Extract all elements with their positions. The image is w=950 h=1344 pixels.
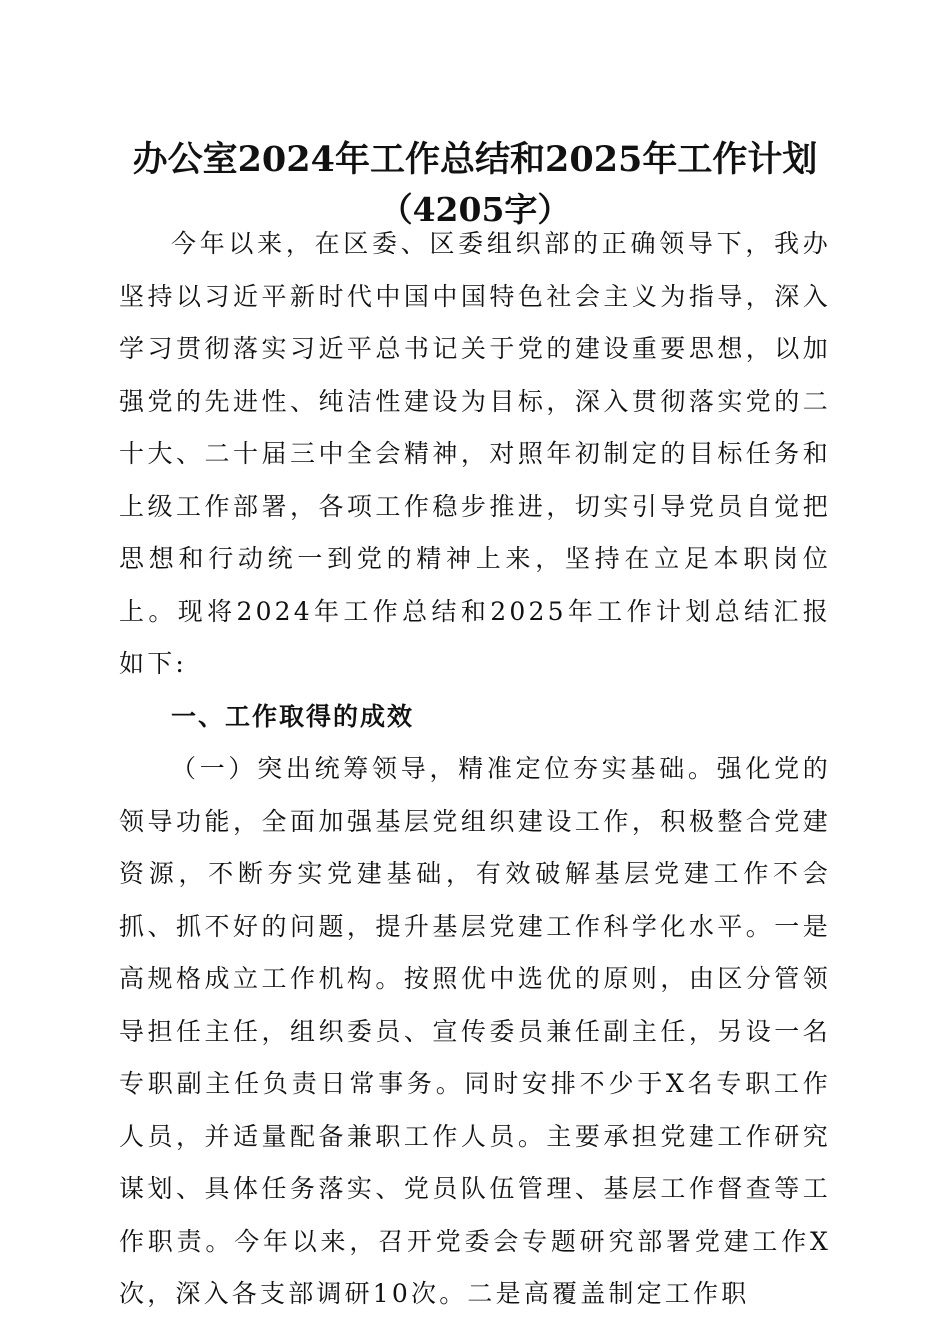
intro-paragraph: 今年以来，在区委、区委组织部的正确领导下，我办坚持以习近平新时代中国中国特色社会主义为指导，深入学习贯彻落实习近平总书记关于党的建设重要思想，以加强党的先进性、纯洁性建设为目标，深入贯彻落实党的二十大、二十届三中全会精神，对照年初制定的目标任务和上级工作部署，各项工作稳步推进，切实引导党员自觉把思想和行动统一到党的精神上来，坚持在立足本职岗位上。现将2024年工作总结和2025年工作计划总结汇报如下: bbox=[119, 229, 831, 678]
document-body bbox=[119, 218, 831, 1321]
document-title: 办公室2024年工作总结和2025年工作计划 bbox=[132, 139, 818, 180]
section-paragraph: （一）突出统筹领导，精准定位夯实基础。强化党的领导功能，全面加强基层党组织建设工作，积极整合党建资源，不断夯实党建基础，有效破解基层党建工作不会抓、抓不好的问题，提升基层党建工作科学化水平。一是高规格成立工作机构。按照优中选优的原则，由区分管领导担任主任，组织委员、宣传委员兼任副主任，另设一名专职副主任负责日常事务。同时安排不少于X名专职工作人员，并适量配备兼职工作人员。主要承担党建工作研究谋划、具体任务落实、党员队伍管理、基层工作督查等工作职责。今年以来，召开党委会专题研究部署党建工作X次，深入各支部调研10次。二是高覆盖制定工作职 bbox=[119, 754, 831, 1308]
document-subtitle: （4205字） bbox=[379, 190, 571, 229]
section-heading: 一、工作取得的成效 bbox=[171, 701, 415, 731]
